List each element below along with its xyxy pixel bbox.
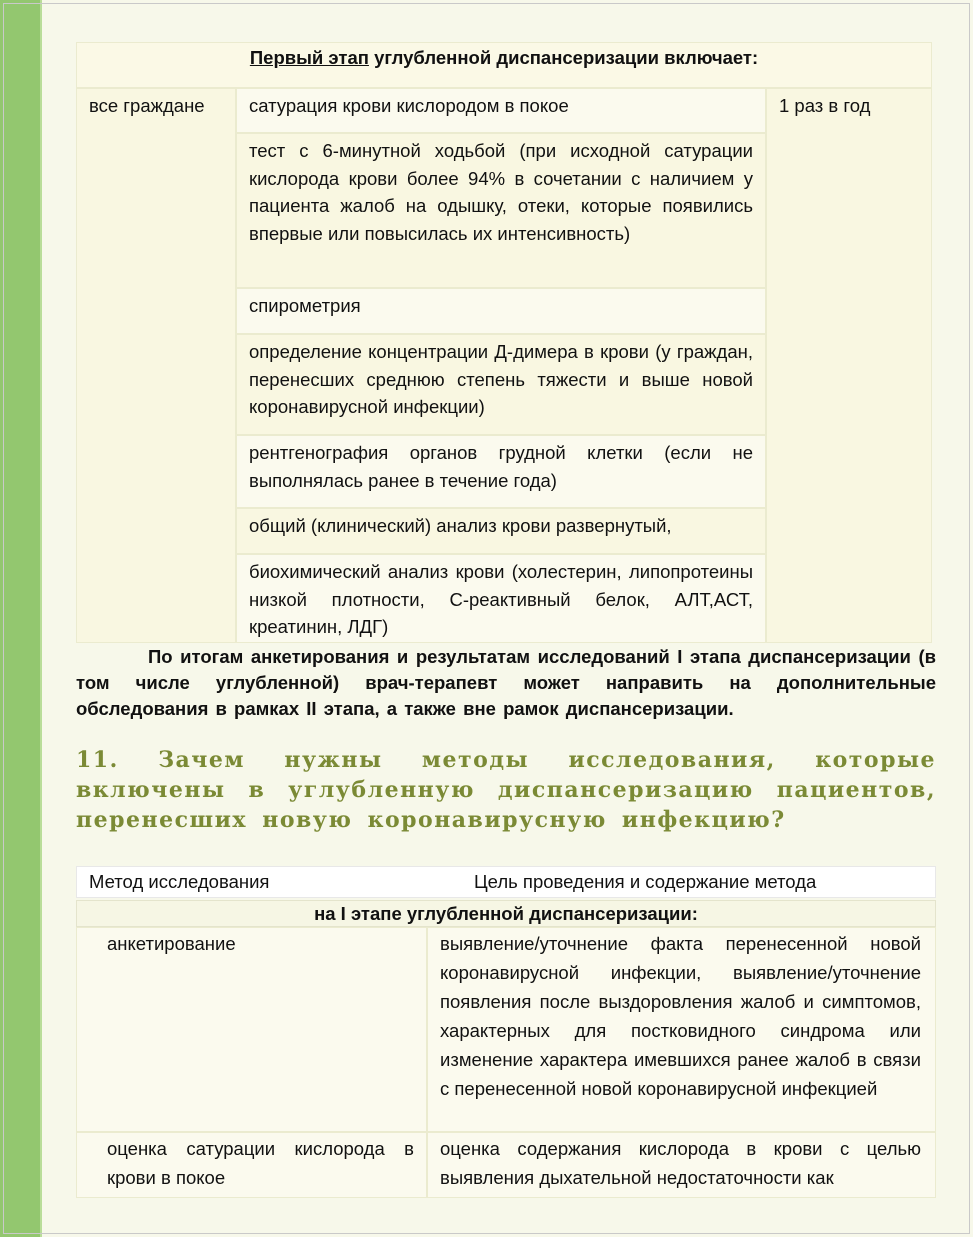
table2-row1-method [76,927,427,1132]
summary-paragraph-text: По итогам анкетирования и результатам исследований I этапа диспансеризации (в том числе углубленной) врач-терапевт может направить на дополнительные обследования в рамках II этапа, а также вне рамок диспансеризации. [76,646,936,719]
table1-item-6-text: общий (клинический) анализ крови развернутый, [249,515,672,536]
table1-header-rest: углубленной диспансеризации включает: [368,47,759,68]
table2-header-row [76,866,936,898]
table2-col1-header: Метод исследования [89,871,270,892]
table2-subheader: на I этапе углубленной диспансеризации: [76,900,936,927]
table1-header-underlined: Первый этап [249,47,369,68]
section-heading: 11. Зачем нужны методы исследования, которые включены в углубленную диспансеризацию пациентов, перенесших новую коронавирусную инфекцию? [76,747,936,833]
table1-item-4 [236,334,766,435]
table1-group: все граждане [89,95,205,116]
table2-col2-header: Цель проведения и содержание метода [474,871,817,892]
left-accent-bar [0,0,40,1237]
table1-item-2 [236,133,766,288]
table1-frequency-cell [766,88,932,643]
table2-row1-method-text: анкетирование [107,933,236,954]
table2-row2-method-text: оценка сатурации кислорода в крови в покое [107,1138,414,1188]
table1-group-cell [76,88,236,643]
table1-item-3 [236,288,766,334]
table1-item-1-text: сатурация крови кислородом в покое [249,95,569,116]
table1-item-5 [236,435,766,508]
table2-row2-purpose [427,1132,936,1198]
left-accent-edge [40,0,42,1237]
table1-item-4-text: определение концентрации Д-димера в крови (у граждан, перенесших среднюю степень тяжести и выше новой коронавирусной инфекции) [249,341,753,417]
table2-row1-purpose-text: выявление/уточнение факта перенесенной новой коронавирусной инфекции, выявление/уточнение появления после выздоровления жалоб и симптомов, характерных для постковидного синдрома или изменение характера имевшихся ранее жалоб в связи с перенесенной новой коронавирусной инфекцией [440,933,921,1099]
table1-item-7-text: биохимический анализ крови (холестерин, липопротеины низкой плотности, С-реактивный белок, АЛТ,АСТ, креатинин, ЛДГ) [249,561,753,637]
summary-paragraph [76,644,936,722]
table1-item-7 [236,554,766,643]
table1-item-6 [236,508,766,554]
table1-item-3-text: спирометрия [249,295,361,316]
table1-item-5-text: рентгенография органов грудной клетки (если не выполнялась ранее в течение года) [249,442,753,491]
table1-item-2-text: тест с 6-минутной ходьбой (при исходной сатурации кислорода крови более 94% в сочетании с наличием у пациента жалоб на одышку, отеки, которые появились впервые или повысилась их интенсивность) [249,140,753,244]
table2-row1-purpose [427,927,936,1132]
table1-item-1 [236,88,766,133]
table2-row2-method [76,1132,427,1198]
table1-header [76,42,932,88]
table2-row2-purpose-text: оценка содержания кислорода в крови с целью выявления дыхательной недостаточности как [440,1138,921,1188]
table1-frequency: 1 раз в год [779,95,871,116]
